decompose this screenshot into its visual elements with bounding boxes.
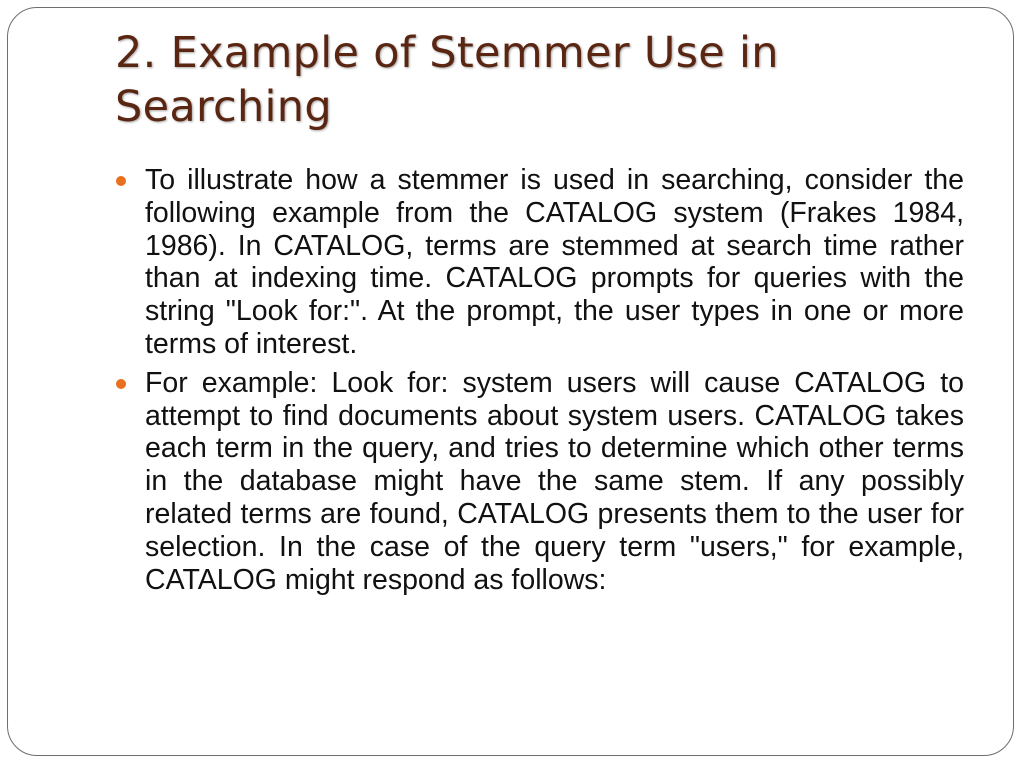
slide-title: 2. Example of Stemmer Use in Searching	[115, 28, 779, 132]
bullet-list	[116, 164, 964, 602]
bullet-item-1	[116, 164, 964, 361]
bullet-dot-icon	[116, 176, 126, 186]
bullet-text: For example: Look for: system users will cause CATALOG to attempt to find documents about system users. CATALOG takes each term in the query, and tries to determine which other terms in the database might have the same stem. If any possibly related terms are found, CATALOG presents them to the user for selection. In the case of the query term "users," for example, CATALOG might respond as follows:	[145, 366, 964, 596]
bullet-dot-icon	[116, 379, 126, 389]
bullet-text: To illustrate how a stemmer is used in searching, consider the following example from the CATALOG system (Frakes 1984, 1986). In CATALOG, terms are stemmed at search time rather than at indexing time. CATALOG prompts for queries with the string "Look for:". At the prompt, the user types in one or more terms of interest.	[145, 164, 964, 360]
bullet-item-2	[116, 367, 964, 597]
